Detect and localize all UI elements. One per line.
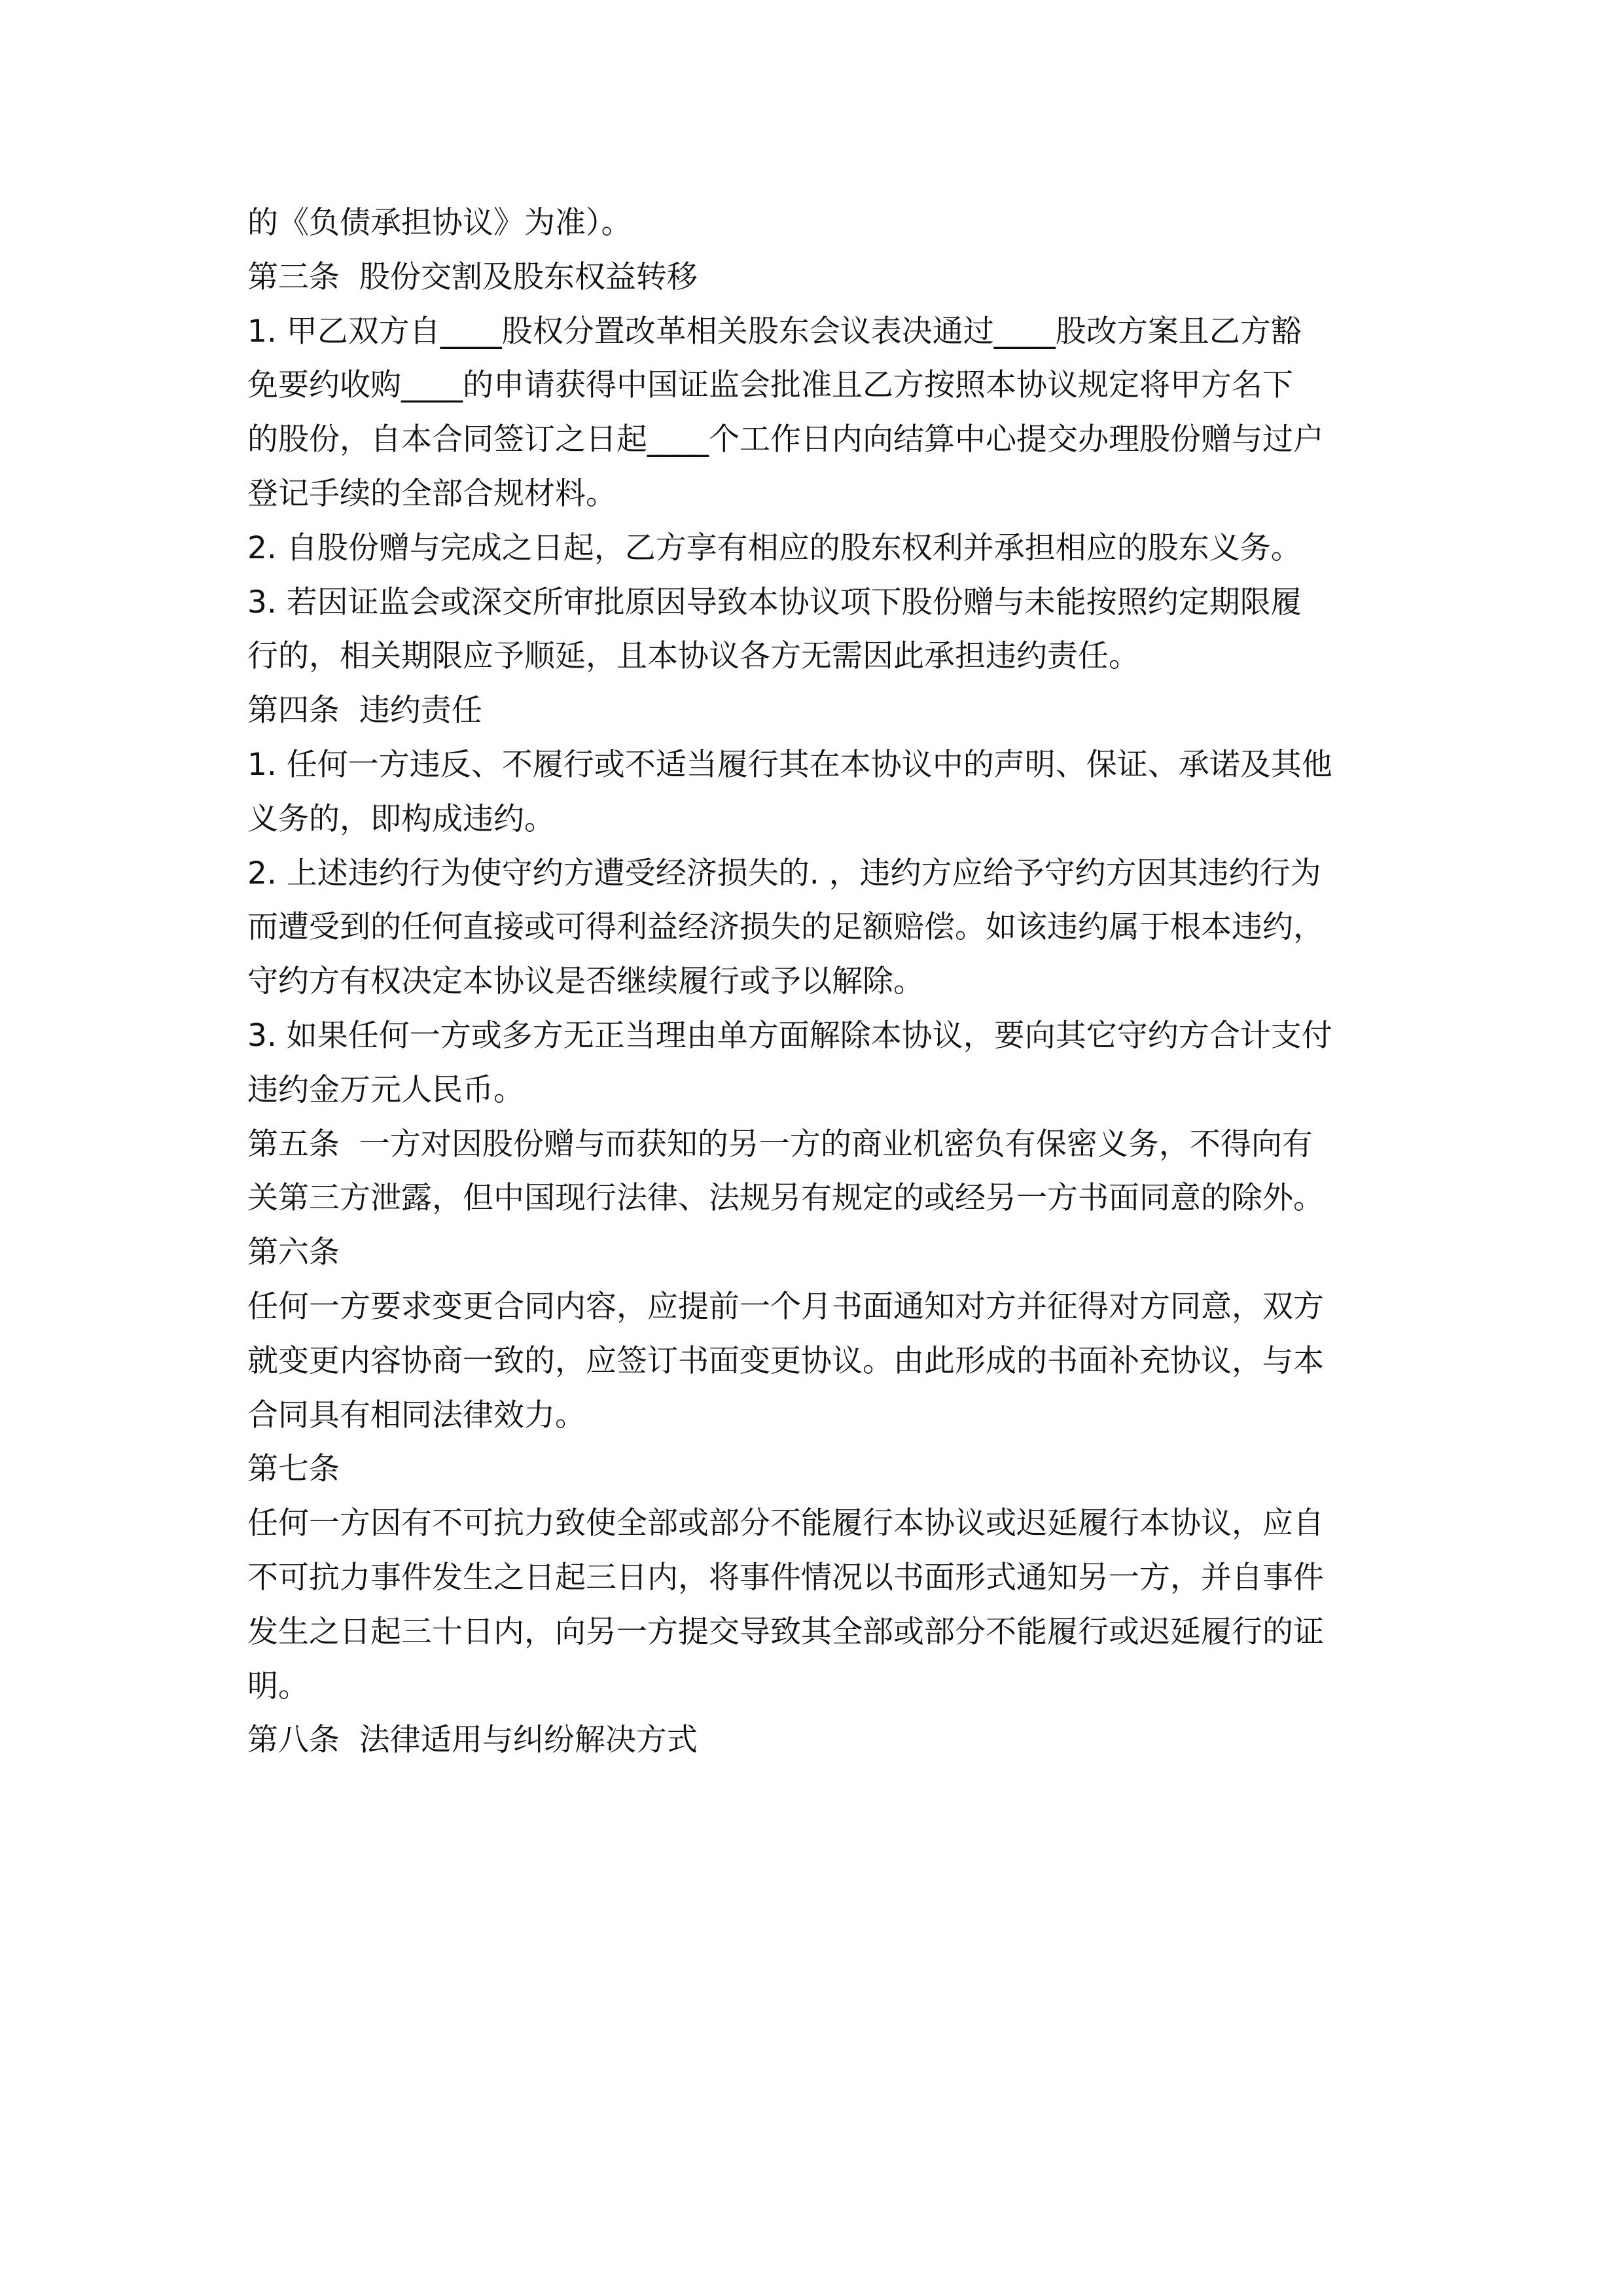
text-line: 关第三方泄露，但中国现行法律、法规另有规定的或经另一方书面同意的除外。 — [247, 1180, 1324, 1217]
article-heading: 第三条 股份交割及股东权益转移 — [247, 259, 698, 295]
text-line: 1. 任何一方违反、不履行或不适当履行其在本协议中的声明、保证、承诺及其他 — [247, 746, 1332, 783]
text-line: 义务的，即构成违约。 — [247, 800, 555, 837]
text-line: 的《负债承担协议》为准）。 — [247, 205, 632, 241]
text-line: 发生之日起三十日内，向另一方提交导致其全部或部分不能履行或迟延履行的证 — [247, 1613, 1324, 1650]
text-line: 2. 上述违约行为使守约方遭受经济损失的. ，违约方应给予守约方因其违约行为 — [247, 855, 1321, 891]
text-line: 第五条 一方对因股份赠与而获知的另一方的商业机密负有保密义务，不得向有 — [247, 1126, 1313, 1162]
text-line: 的股份，自本合同签订之日起____个工作日内向结算中心提交办理股份赠与过户 — [247, 422, 1324, 458]
text-line: 1. 甲乙双方自____股权分置改革相关股东会议表决通过____股改方案且乙方豁 — [247, 313, 1302, 350]
document-body — [247, 196, 1386, 1768]
text-line: 任何一方要求变更合同内容，应提前一个月书面通知对方并征得对方同意，双方 — [247, 1288, 1324, 1325]
text-line: 行的，相关期限应予顺延，且本协议各方无需因此承担违约责任。 — [247, 638, 1139, 675]
text-line: 合同具有相同法律效力。 — [247, 1397, 586, 1433]
text-line: 就变更内容协商一致的，应签订书面变更协议。由此形成的书面补充协议，与本 — [247, 1342, 1324, 1379]
text-line: 而遭受到的任何直接或可得利益经济损失的足额赔偿。如该违约属于根本违约， — [247, 909, 1324, 946]
text-line: 守约方有权决定本协议是否继续履行或予以解除。 — [247, 963, 924, 1000]
text-line: 免要约收购____的申请获得中国证监会批准且乙方按照本协议规定将甲方名下 — [247, 367, 1293, 404]
article-heading: 第八条 法律适用与纠纷解决方式 — [247, 1722, 698, 1759]
text-line: 违约金万元人民币。 — [247, 1071, 524, 1108]
article-heading: 第七条 — [247, 1451, 340, 1488]
text-line: 登记手续的全部合规材料。 — [247, 475, 616, 512]
article-heading: 第四条 违约责任 — [247, 692, 482, 729]
text-line: 任何一方因有不可抗力致使全部或部分不能履行本协议或迟延履行本协议，应自 — [247, 1505, 1324, 1542]
text-line: 2. 自股份赠与完成之日起，乙方享有相应的股东权利并承担相应的股东义务。 — [247, 529, 1302, 566]
text-line: 3. 若因证监会或深交所审批原因导致本协议项下股份赠与未能按照约定期限履 — [247, 584, 1302, 620]
article-heading: 第六条 — [247, 1234, 340, 1271]
text-line: 不可抗力事件发生之日起三日内，将事件情况以书面形式通知另一方，并自事件 — [247, 1559, 1324, 1596]
text-line: 3. 如果任何一方或多方无正当理由单方面解除本协议，要向其它守约方合计支付 — [247, 1017, 1332, 1054]
text-line: 明。 — [247, 1668, 309, 1704]
